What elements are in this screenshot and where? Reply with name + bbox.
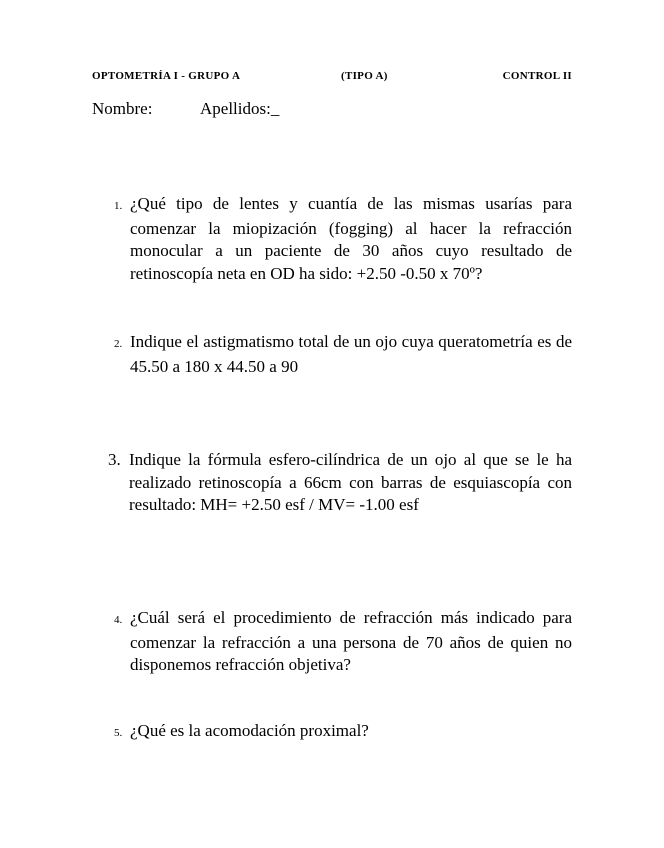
- question-text: ¿Cuál será el procedimiento de refracción más indicado para comenzar la refracción a una persona de 70 años de quien no disponemos refracción objetiva?: [130, 608, 572, 675]
- question-3: [108, 449, 572, 517]
- question-number: 1.: [114, 200, 123, 212]
- question-text: ¿Qué tipo de lentes y cuantía de las mismas usarías para comenzar la miopización (fogging) al hacer la refracción monocular a un paciente de 30 años cuyo resultado de retinoscopía neta en OD ha sido: +2.50 -0.50 x 70º?: [130, 194, 572, 283]
- question-number: 5.: [114, 727, 123, 739]
- question-number: 4.: [114, 614, 123, 626]
- student-info-row: [92, 99, 572, 125]
- exam-type: (TIPO A): [341, 70, 388, 82]
- question-number: 3.: [108, 450, 121, 469]
- exam-header: [92, 70, 572, 86]
- question-text: ¿Qué es la acomodación proximal?: [130, 721, 369, 740]
- question-1: [108, 193, 572, 285]
- question-2: [108, 331, 572, 378]
- course-title: OPTOMETRÍA I - GRUPO A: [92, 70, 241, 82]
- nombre-label: Nombre:: [92, 99, 153, 118]
- question-number: 2.: [114, 338, 123, 350]
- question-5: [108, 720, 572, 745]
- apellidos-label: Apellidos:_: [200, 99, 280, 118]
- question-text: Indique la fórmula esfero-cilíndrica de un ojo al que se le ha realizado retinoscopía a 66cm con barras de esquiascopía con resultado: MH= +2.50 esf / MV= -1.00 esf: [129, 450, 572, 515]
- question-4: [108, 607, 572, 677]
- control-label: CONTROL II: [502, 70, 572, 82]
- question-text: Indique el astigmatismo total de un ojo cuya queratometría es de 45.50 a 180 x 44.50 a 90: [130, 332, 572, 376]
